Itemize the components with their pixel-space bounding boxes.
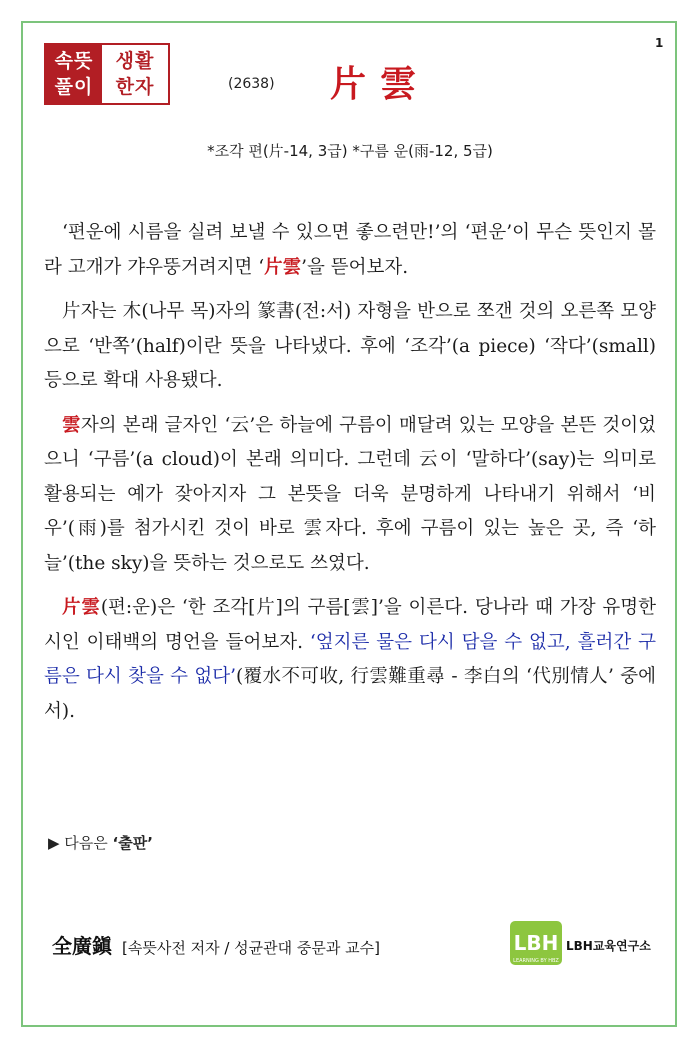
- next-topic: [48, 832, 153, 853]
- logo-text-hanja: 한자: [115, 76, 155, 98]
- quote-source: (覆水不可收, 行雲難重尋 - 李白의 ‘代別情人’ 중에서).: [44, 666, 656, 722]
- logo-text-puri: 풀이: [54, 76, 94, 98]
- lbh-logo-text: LBH: [513, 931, 559, 955]
- entry-number: (2638): [228, 76, 275, 92]
- pyeonun-hanja: 片雲: [62, 597, 101, 618]
- next-topic-prefix: ▶ 다음은: [48, 834, 113, 852]
- author-title: [속뜻사전 저자 / 성균관대 중문과 교수]: [122, 939, 380, 957]
- author-line: [52, 930, 380, 959]
- intro-hanja: 片雲: [264, 256, 302, 278]
- paragraph-intro: [44, 216, 656, 285]
- character-info: *조각 편(片-14, 3급) *구름 운(雨-12, 5급): [207, 142, 493, 160]
- pyeonun-text: (편:운)은 ‘한 조각[片]의 구름[雲]’을 이른다. 당나라 때 가장 유명한 시인 이태백의 명언을 들어보자.: [44, 597, 656, 653]
- paragraph-pyeonun: [44, 591, 656, 729]
- logo-right-block: [102, 45, 168, 103]
- headword: 片雲: [330, 63, 431, 105]
- page-number: 1: [655, 36, 664, 50]
- un-hanja: 雲: [62, 414, 81, 436]
- logo-text-saenghwal: 생활: [115, 50, 155, 72]
- logo-text-sokddeut: 속뜻: [54, 50, 94, 72]
- paragraph-un: [44, 409, 656, 582]
- institute-name: LBH교육연구소: [566, 939, 651, 953]
- article-body: [44, 216, 656, 739]
- un-text: 자의 본래 글자인 ‘云’은 하늘에 구름이 매달려 있는 모양을 본뜬 것이었으니 ‘구름’(a cloud)이 본래 의미다. 그런데 云이 ‘말하다’(say)는 의미로 활용되는 예가 잦아지자 그 본뜻을 더욱 분명하게 나타내기 위해서 ‘비 우’(雨)를 첨가시킨 것이 바로 雲자다. 후에 구름이 있는 높은 곳, 즉 ‘하늘’(the sky)을 뜻하는 것으로도 쓰였다.: [44, 414, 656, 574]
- quote-text: ‘엎지른 물은 다시 담을 수 없고, 흘러간 구름은 다시 찾을 수 없다’: [44, 631, 656, 687]
- intro-text: ‘편운에 시름을 실려 보낼 수 있으면 좋으련만!’의 ‘편운’이 무슨 뜻인지 몰라 고개가 갸우뚱거려지면 ‘: [44, 222, 656, 278]
- paragraph-pyeon: 片자는 木(나무 목)자의 篆書(전:서) 자형을 반으로 쪼갠 것의 오른쪽 모양으로 ‘반쪽’(half)이란 뜻을 나타냈다. 후에 ‘조각’(a piece) ‘작다’(small) 등으로 확대 사용됐다.: [44, 301, 656, 391]
- intro-tail: ’을 뜯어보자.: [301, 256, 409, 278]
- logo-left-block: [46, 45, 102, 103]
- series-logo: [44, 43, 170, 105]
- next-topic-word: ‘출판’: [112, 834, 153, 852]
- lbh-logo-sub: LEARNING BY HBZ: [513, 958, 559, 964]
- author-name: 全廣鎭: [52, 934, 112, 958]
